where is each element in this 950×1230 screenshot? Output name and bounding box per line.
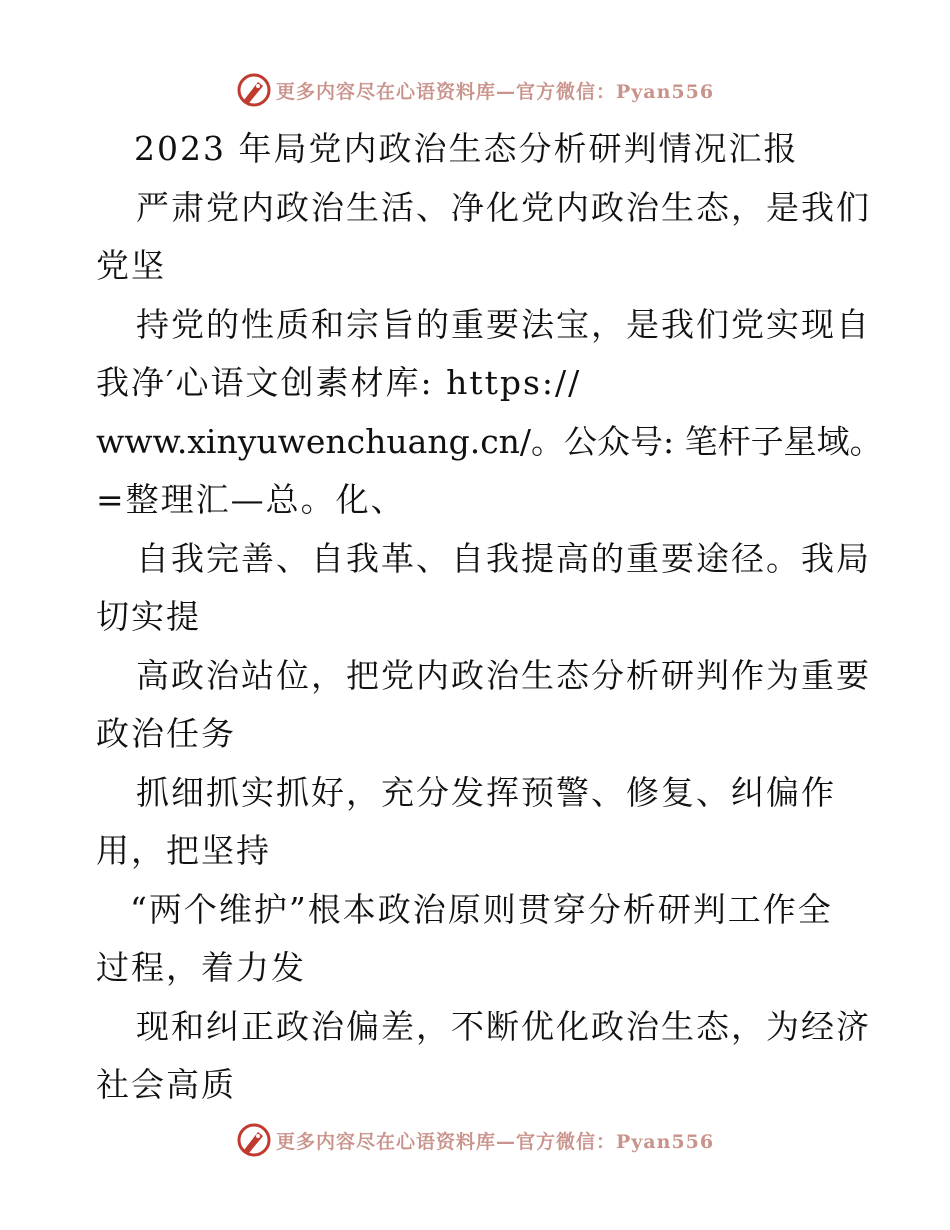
- text-line: “两个维护”根本政治原则贯穿分析研判工作全: [130, 889, 833, 929]
- text-line: 社会高质: [96, 1065, 236, 1104]
- text-line: 严肃党内政治生活、净化党内政治生态，是我们: [136, 187, 871, 227]
- text-line: 切实提: [96, 597, 201, 636]
- header-banner: [0, 70, 950, 110]
- header-banner-text: 更多内容尽在心语资料库—官方微信：Pyan556: [275, 80, 715, 103]
- document-title: 2023 年局党内政治生态分析研判情况汇报: [134, 129, 799, 168]
- text-line: 自我完善、自我革、自我提高的重要途径。我局: [136, 538, 871, 578]
- text-line: 现和纠正政治偏差，不断优化政治生态，为经济: [136, 1006, 871, 1046]
- footer-banner-text: 更多内容尽在心语资料库—官方微信：Pyan556: [275, 1130, 715, 1153]
- pen-logo-icon: [236, 1122, 272, 1158]
- text-line: www.xinyuwenchuang.cn/。公众号: 笔杆子星域。: [96, 421, 883, 461]
- text-line: 抓细抓实抓好，充分发挥预警、修复、纠偏作: [136, 772, 836, 812]
- text-line: 用，把坚持: [96, 831, 271, 870]
- text-line: 持党的性质和宗旨的重要法宝，是我们党实现自: [136, 304, 871, 344]
- document-body: [96, 120, 883, 1115]
- pen-logo-icon: [236, 72, 272, 108]
- text-line: 政治任务: [96, 714, 236, 753]
- text-line: 党坚: [96, 246, 166, 285]
- text-line: =整理汇—总。化、: [96, 480, 406, 519]
- footer-banner: [0, 1120, 950, 1160]
- text-line: 我净′心语文创素材库: https://: [96, 363, 582, 402]
- text-line: 高政治站位，把党内政治生态分析研判作为重要: [136, 655, 871, 695]
- text-line: 过程，着力发: [96, 948, 306, 987]
